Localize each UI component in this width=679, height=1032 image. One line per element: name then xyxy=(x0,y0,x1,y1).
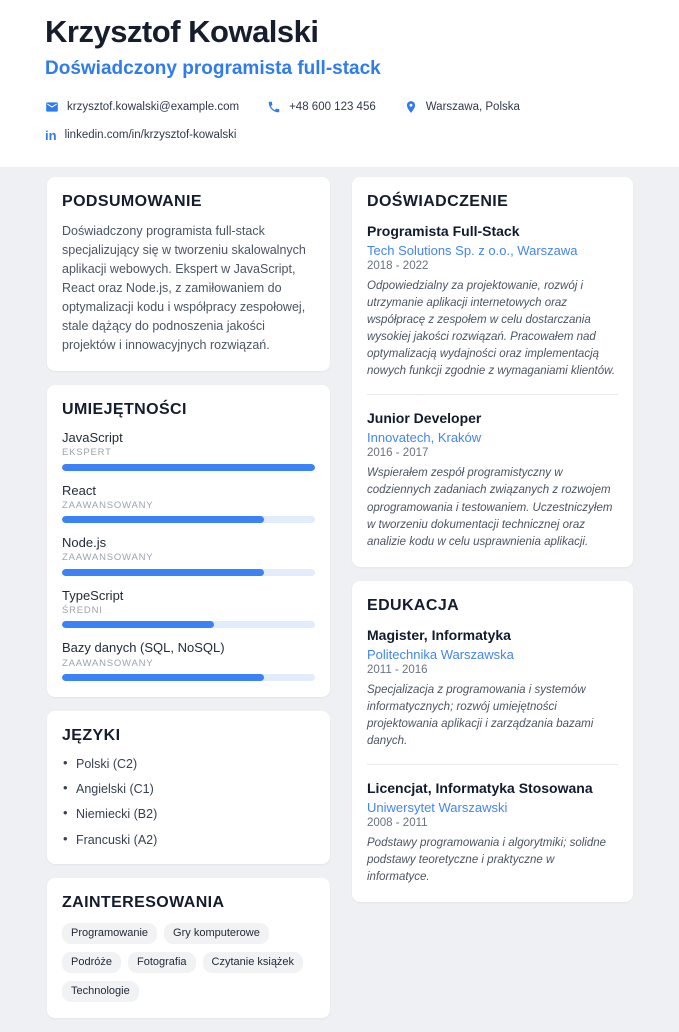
skill-progress-fill xyxy=(62,621,214,628)
skills-heading: UMIEJĘTNOŚCI xyxy=(62,401,187,418)
skill-progress-track xyxy=(62,464,315,471)
education-list xyxy=(367,626,618,886)
skills-section xyxy=(47,385,330,697)
interest-chip: Czytanie książek xyxy=(203,952,304,973)
skill-level-label: ZAAWANSOWANY xyxy=(62,499,154,511)
language-item: • Niemiecki (B2) xyxy=(62,806,315,822)
education-dates: 2008 - 2011 xyxy=(367,816,428,829)
skill-progress-fill xyxy=(62,674,264,681)
education-description: Specjalizacja z programowania i systemów informatycznych; rozwój umiejętności projektowania aplikacji i zarządzania bazami danych. xyxy=(367,683,594,747)
skill-name: React xyxy=(62,482,96,498)
interests-heading: ZAINTERESOWANIA xyxy=(62,893,225,911)
skill-progress-track xyxy=(62,621,315,628)
contact-info xyxy=(45,100,634,142)
left-column xyxy=(47,177,330,1032)
skill-progress-fill xyxy=(62,516,264,523)
languages-heading: JĘZYKI xyxy=(62,726,121,744)
interest-chip: Fotografia xyxy=(128,952,196,973)
skill-progress-track xyxy=(62,569,315,576)
education-heading: EDUKACJA xyxy=(367,596,460,614)
resume-body xyxy=(0,167,679,1032)
email-contact[interactable] xyxy=(45,100,239,114)
interest-chip: Podróże xyxy=(62,952,121,973)
skill-level-label: EKSPERT xyxy=(62,447,112,459)
linkedin-text: linkedin.com/in/krzysztof-kowalski xyxy=(64,129,237,142)
experience-item xyxy=(367,394,618,550)
phone-icon xyxy=(267,100,281,114)
skill-name: Node.js xyxy=(62,535,107,551)
skill-item xyxy=(62,430,315,471)
skill-name: TypeScript xyxy=(62,587,124,603)
skill-item xyxy=(62,640,315,681)
person-title: Doświadczony programista full-stack xyxy=(45,57,381,79)
job-role: Junior Developer xyxy=(367,410,482,427)
job-description: Wspierałem zespół programistyczny w codziennych zadaniach związanych z rozwojem oprogramowania i testowaniem. Uczestniczyłem w tworzeniu dokumentacji technicznej oraz analizie kodu w celu usprawnienia aplikacji. xyxy=(367,467,613,548)
interest-chip: Technologie xyxy=(62,981,139,1002)
skill-item xyxy=(62,483,315,524)
school-link[interactable]: Politechnika Warszawska xyxy=(367,646,514,662)
languages-list xyxy=(62,756,315,848)
skill-level-label: ŚREDNI xyxy=(62,605,103,617)
languages-section xyxy=(47,711,330,864)
skill-progress-track xyxy=(62,674,315,681)
job-dates: 2018 - 2022 xyxy=(367,260,429,273)
skill-progress-fill xyxy=(62,569,264,576)
education-item xyxy=(367,764,618,886)
education-section xyxy=(352,581,633,902)
job-role: Programista Full-Stack xyxy=(367,223,520,239)
right-column xyxy=(352,177,633,1032)
email-icon xyxy=(45,100,59,114)
email-text: krzysztof.kowalski@example.com xyxy=(67,100,240,113)
person-name: Krzysztof Kowalski xyxy=(45,14,319,49)
skill-item xyxy=(62,535,315,576)
location-text: Warszawa, Polska xyxy=(425,100,520,113)
experience-section xyxy=(352,177,633,567)
degree-name: Licencjat, Informatyka Stosowana xyxy=(367,779,593,796)
linkedin-icon: in xyxy=(45,127,57,143)
job-company-link[interactable]: Innovatech, Kraków xyxy=(367,430,482,446)
interests-section xyxy=(47,878,330,1018)
summary-text: Doświadczony programista full-stack specjalizujący się w tworzeniu skalowalnych aplikacji webowych. Ekspert w JavaScript, React oraz Node.js, z zamiłowaniem do optymalizacji kodu i współpracy zespołowej, stale dążący do podnoszenia jakości projektów i innowacyjnych rozwiązań. xyxy=(62,224,306,352)
location-pin-icon xyxy=(404,100,418,114)
language-item: • Angielski (C1) xyxy=(62,781,315,797)
skill-name: Bazy danych (SQL, NoSQL) xyxy=(62,640,225,656)
skill-progress-fill xyxy=(62,464,315,471)
phone-contact[interactable] xyxy=(267,100,376,114)
summary-section xyxy=(47,177,330,371)
interest-chip: Programowanie xyxy=(62,923,157,944)
linkedin-contact[interactable] xyxy=(45,129,236,142)
skill-level-label: ZAAWANSOWANY xyxy=(62,657,154,669)
interest-chip: Gry komputerowe xyxy=(164,923,269,944)
job-dates: 2016 - 2017 xyxy=(367,447,429,460)
skill-progress-track xyxy=(62,516,315,523)
phone-text: +48 600 123 456 xyxy=(289,100,376,113)
education-item xyxy=(367,626,618,750)
summary-heading: PODSUMOWANIE xyxy=(62,193,202,210)
skill-item xyxy=(62,588,315,629)
school-link[interactable]: Uniwersytet Warszawski xyxy=(367,799,508,815)
experience-item xyxy=(367,222,618,380)
resume-header xyxy=(0,0,679,167)
experience-list xyxy=(367,222,618,551)
job-company-link[interactable]: Tech Solutions Sp. z o.o., Warszawa xyxy=(367,243,578,259)
contact-row-1 xyxy=(45,100,634,114)
skill-name: JavaScript xyxy=(62,430,123,445)
skill-level-label: ZAAWANSOWANY xyxy=(62,552,154,564)
education-dates: 2011 - 2016 xyxy=(367,663,428,676)
experience-heading: DOŚWIADCZENIE xyxy=(367,193,509,210)
language-item: • Francuski (A2) xyxy=(62,832,315,848)
interests-chips xyxy=(62,923,315,1002)
contact-row-2 xyxy=(45,129,634,142)
skills-list xyxy=(62,430,315,681)
job-description: Odpowiedzialny za projektowanie, rozwój i utrzymanie aplikacji internetowych oraz współpracę z zespołem w celu dostarczania wysokiej jakości rozwiązań. Pracowałem nad optymalizacją wydajności oraz implementacją nowych funkcji zgodnie z wymaganiami klientów. xyxy=(367,280,616,378)
location-contact xyxy=(404,100,520,114)
language-item: • Polski (C2) xyxy=(62,756,315,772)
degree-name: Magister, Informatyka xyxy=(367,626,511,643)
education-description: Podstawy programowania i algorytmiki; solidne podstawy teoretyczne i praktyczne w informatyce. xyxy=(367,836,607,884)
